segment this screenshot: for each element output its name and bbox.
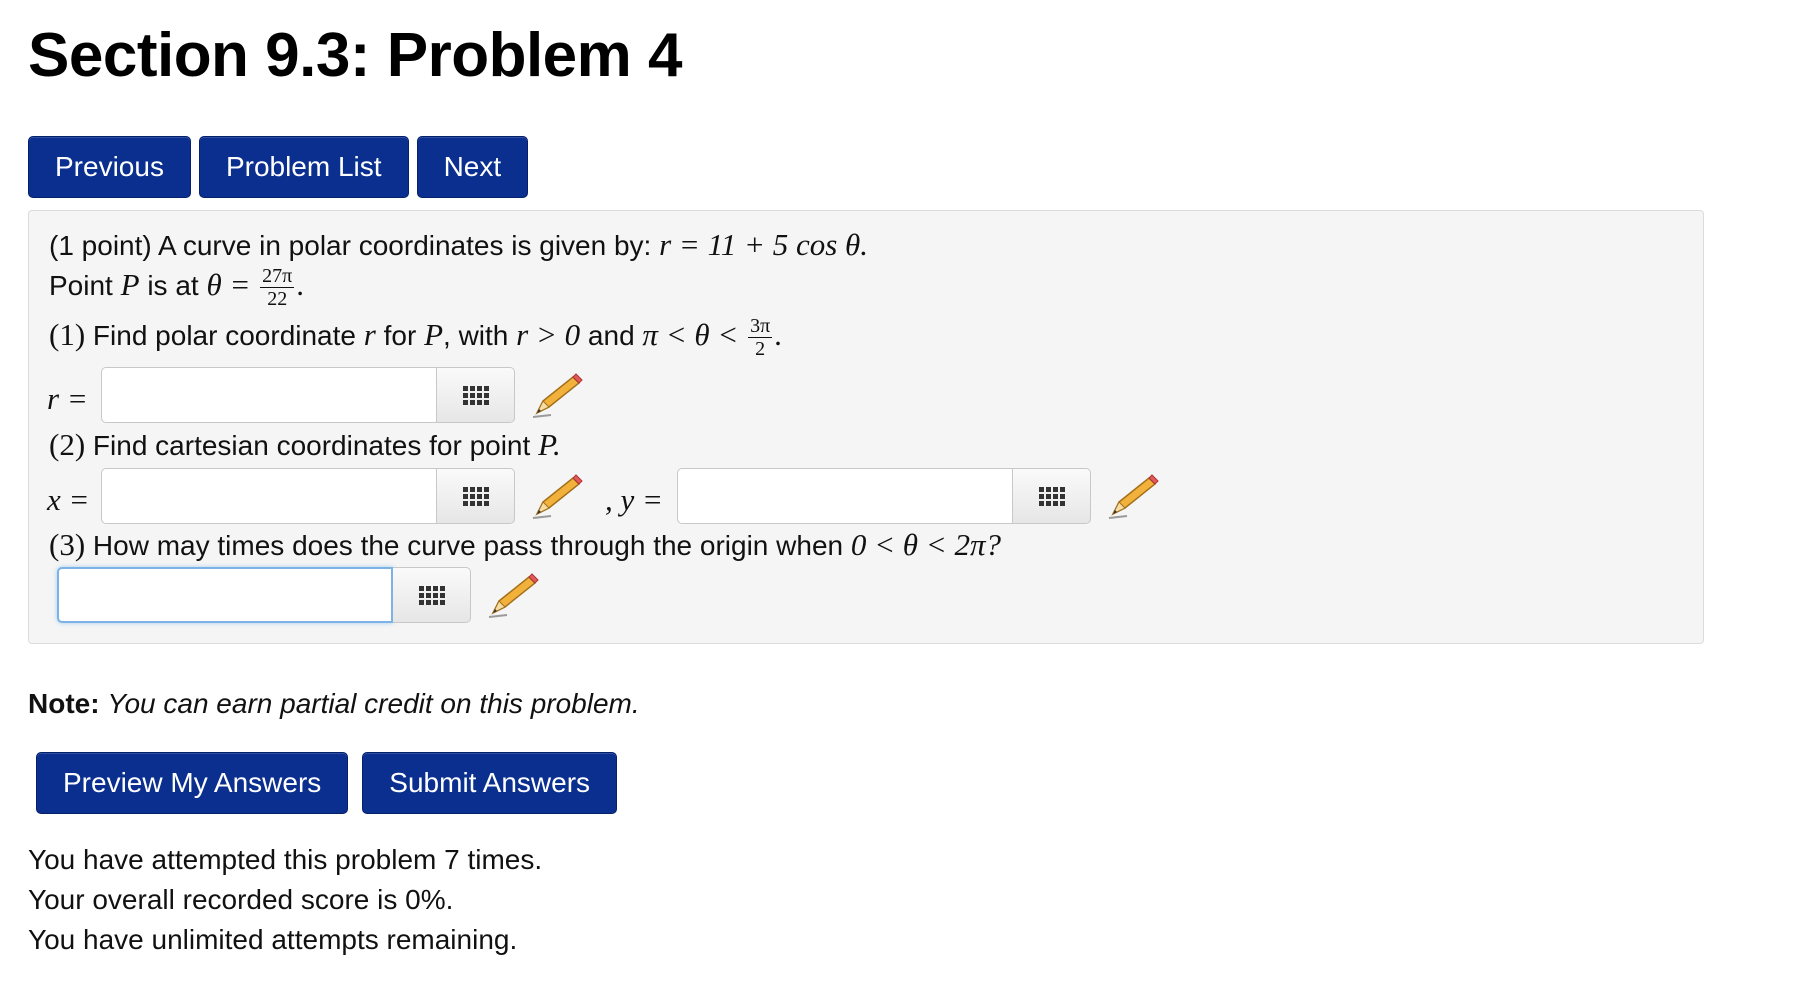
problem-navigation xyxy=(28,136,528,198)
partial-credit-note xyxy=(28,688,640,720)
point-statement: Point P is at θ = $\frac{27\pi}{22}$ . xyxy=(49,265,305,310)
y-answer-group xyxy=(677,468,1161,524)
part2-question xyxy=(49,427,561,463)
point-mid: is at xyxy=(139,269,207,301)
attempts-text: You have attempted this problem 7 times. xyxy=(28,844,543,875)
preview-answers-button[interactable]: Preview My Answers xyxy=(36,752,348,814)
theta-numerator: 27π xyxy=(262,265,293,287)
grid-icon xyxy=(419,586,445,605)
grid-icon xyxy=(463,487,489,506)
x-answer-group xyxy=(101,468,585,524)
x-answer-input[interactable] xyxy=(101,468,437,524)
next-button[interactable]: Next xyxy=(417,136,529,198)
equation-palette-button[interactable] xyxy=(437,468,515,524)
pencil-icon[interactable] xyxy=(485,571,541,619)
problem-statement xyxy=(49,227,868,263)
part3-condition: 0 < θ < 2π? xyxy=(850,527,1001,562)
part3-number: (3) xyxy=(49,527,86,562)
part1-text-with: , with xyxy=(443,319,517,351)
r-label: r = xyxy=(47,381,88,416)
pencil-icon[interactable] xyxy=(1105,472,1161,520)
part3-question xyxy=(49,527,1001,563)
x-label: x = xyxy=(47,482,90,517)
part1-text-and: and xyxy=(580,319,643,351)
remaining-text: You have unlimited attempts remaining. xyxy=(28,924,518,955)
grid-icon xyxy=(1039,487,1065,506)
y-label: , y = xyxy=(605,482,663,517)
part1-fraction xyxy=(748,315,772,360)
part1-text-for: for xyxy=(375,319,425,351)
page-title: Section 9.3: Problem 4 xyxy=(28,21,682,90)
part1-question: (1) Find polar coordinate r for P, with r > 0 and π < θ < $\frac{3\pi}{2}$ . xyxy=(49,315,782,360)
answer-actions xyxy=(36,752,617,814)
previous-button[interactable]: Previous xyxy=(28,136,191,198)
theta-fraction xyxy=(260,265,294,310)
part2-number: (2) xyxy=(49,427,86,462)
attempt-status xyxy=(28,840,542,960)
part2-text: Find cartesian coordinates for point xyxy=(85,430,539,461)
pencil-icon[interactable] xyxy=(529,371,585,419)
problem-body xyxy=(28,210,1704,644)
part2-point: P. xyxy=(538,427,561,462)
part1-frac-denominator: 2 xyxy=(755,338,766,360)
part1-condition-theta: π < θ < xyxy=(642,316,739,352)
note-text: You can earn partial credit on this problem. xyxy=(107,688,640,719)
part1-condition-r: r > 0 xyxy=(516,316,581,352)
theta-equals: θ = xyxy=(206,266,251,302)
point-prefix: Point xyxy=(49,269,121,301)
note-label: Note: xyxy=(28,688,100,719)
theta-denominator: 22 xyxy=(267,288,288,310)
part3-text: How may times does the curve pass through the origin when xyxy=(85,530,851,561)
pencil-icon[interactable] xyxy=(529,472,585,520)
part1-point: P xyxy=(424,316,444,352)
part1-number: (1) xyxy=(49,316,86,352)
equation-palette-button[interactable] xyxy=(393,567,471,623)
grid-icon xyxy=(463,386,489,405)
r-answer-group xyxy=(101,367,585,423)
count-answer-group xyxy=(57,567,541,623)
equation-palette-button[interactable] xyxy=(437,367,515,423)
submit-answers-button[interactable]: Submit Answers xyxy=(362,752,617,814)
part1-frac-numerator: 3π xyxy=(750,315,771,337)
score-text: Your overall recorded score is 0%. xyxy=(28,884,454,915)
curve-equation: r = 11 + 5 cos θ. xyxy=(659,227,869,262)
intro-text: (1 point) A curve in polar coordinates is given by: xyxy=(49,230,660,261)
part1-r: r xyxy=(363,316,376,352)
y-answer-input[interactable] xyxy=(677,468,1013,524)
origin-count-input[interactable] xyxy=(57,567,393,623)
point-variable: P xyxy=(120,266,140,302)
r-answer-input[interactable] xyxy=(101,367,437,423)
problem-list-button[interactable]: Problem List xyxy=(199,136,409,198)
part1-text: Find polar coordinate xyxy=(85,319,364,351)
equation-palette-button[interactable] xyxy=(1013,468,1091,524)
